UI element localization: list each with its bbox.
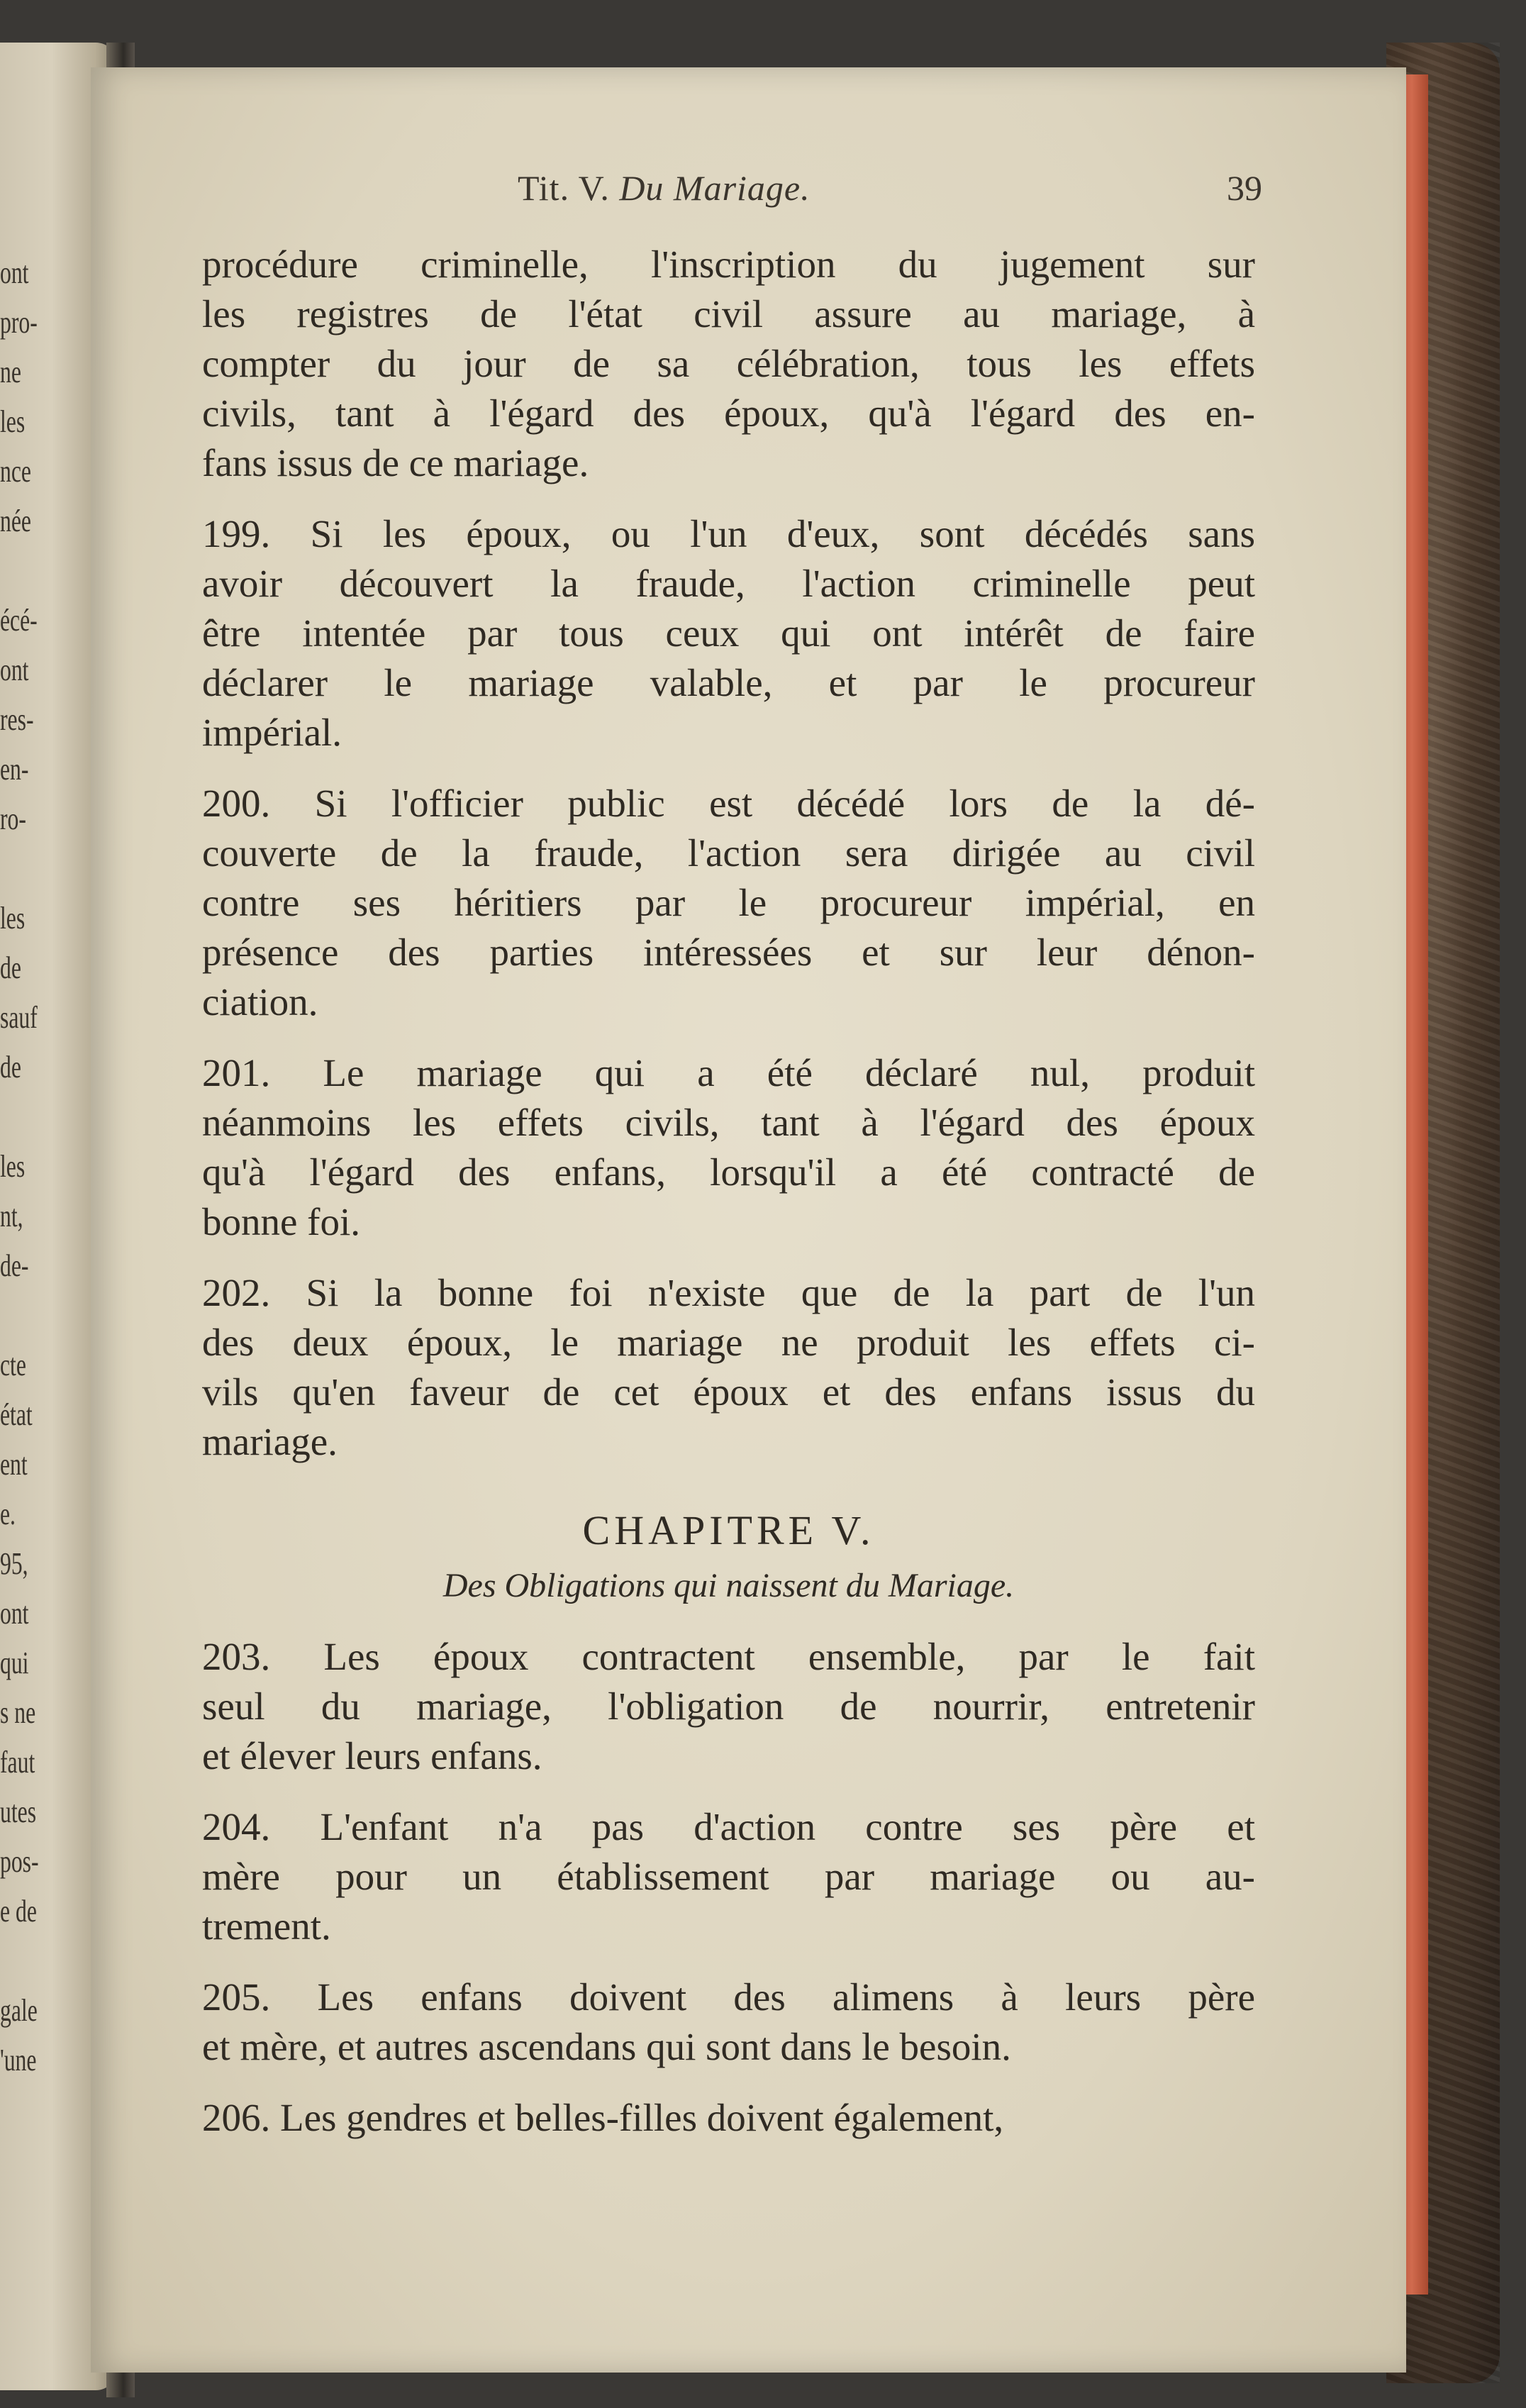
text-line: vils qu'en faveur de cet époux et des enfans issus du xyxy=(202,1370,1255,1414)
text-line: 205. Les enfans doivent des alimens à leurs père xyxy=(202,1975,1255,2019)
left-page-fragment: qui xyxy=(0,1646,29,1680)
left-page-fragment: 'une xyxy=(0,2043,37,2077)
text-line: bonne foi. xyxy=(202,1200,361,1243)
articles-after-chapter xyxy=(202,1632,1255,2143)
left-page-fragment: ne xyxy=(0,355,21,389)
text-line: 204. L'enfant n'a pas d'action contre ses père et xyxy=(202,1805,1255,1848)
text-line: seul du mariage, l'obligation de nourrir, entretenir xyxy=(202,1685,1255,1728)
left-page-fragment: les xyxy=(0,1149,26,1184)
left-page-fragment: née xyxy=(0,504,31,538)
text-line: 202. Si la bonne foi n'existe que de la part de l'un xyxy=(202,1271,1255,1314)
article-paragraph xyxy=(202,1268,1255,1467)
text-line: ciation. xyxy=(202,980,318,1023)
text-line: impérial. xyxy=(202,711,342,754)
left-page-fragment xyxy=(0,844,69,894)
left-page-fragment: sauf xyxy=(0,1000,38,1035)
left-page-fragment: en- xyxy=(0,752,29,787)
article-paragraph xyxy=(202,1632,1255,1781)
chapter-subtitle: Des Obligations qui naissent du Mariage. xyxy=(442,1567,1015,1604)
left-page-fragment: e. xyxy=(0,1497,16,1531)
running-title-italic: Du Mariage. xyxy=(619,168,811,208)
text-line: 206. Les gendres et belles-filles doivent également, xyxy=(202,2096,1004,2139)
left-page-fragment: ont xyxy=(0,653,29,687)
running-title xyxy=(518,167,811,209)
article-paragraph xyxy=(202,2093,1255,2143)
article-paragraph xyxy=(202,1802,1255,1951)
left-page-fragment: e de xyxy=(0,1894,37,1929)
left-page-fragment: cte xyxy=(0,1348,26,1382)
text-line: contre ses héritiers par le procureur impérial, en xyxy=(202,881,1255,924)
text-line: mère pour un établissement par mariage ou au- xyxy=(202,1855,1255,1898)
text-line: et élever leurs enfans. xyxy=(202,1734,542,1777)
text-line: compter du jour de sa célébration, tous les effets xyxy=(202,342,1255,385)
left-page-fragment: s ne xyxy=(0,1695,36,1730)
text-line: 203. Les époux contractent ensemble, par le fait xyxy=(202,1635,1255,1678)
left-page-fragment: faut xyxy=(0,1745,35,1780)
left-page-fragment: utes xyxy=(0,1794,37,1829)
text-line: 199. Si les époux, ou l'un d'eux, sont décédés sans xyxy=(202,512,1255,555)
text-line: 200. Si l'officier public est décédé lors de la dé- xyxy=(202,782,1255,825)
left-page-fragment xyxy=(0,1936,69,1986)
text-line: civils, tant à l'égard des époux, qu'à l'égard des en- xyxy=(202,392,1255,435)
article-paragraph xyxy=(202,779,1255,1027)
article-paragraph xyxy=(202,240,1255,488)
text-line: fans issus de ce mariage. xyxy=(202,441,589,484)
articles-before-chapter xyxy=(202,240,1255,1467)
text-line: procédure criminelle, l'inscription du jugement sur xyxy=(202,243,1255,286)
article-paragraph xyxy=(202,1973,1255,2072)
left-page-fragment: nt, xyxy=(0,1199,23,1233)
text-line: et mère, et autres ascendans qui sont dans le besoin. xyxy=(202,2025,1011,2068)
left-page-fragment: état xyxy=(0,1397,33,1432)
text-line: mariage. xyxy=(202,1420,338,1463)
left-page-fragment: de xyxy=(0,1050,21,1084)
left-page-fragment: ont xyxy=(0,255,29,290)
left-page-text-fragments xyxy=(0,248,69,2085)
text-line: des deux époux, le mariage ne produit les effets ci- xyxy=(202,1321,1255,1364)
left-page-fragment: res- xyxy=(0,702,34,737)
left-page-fragment: gale xyxy=(0,1993,38,2028)
article-paragraph xyxy=(202,1048,1255,1247)
left-page-fragment: nce xyxy=(0,454,31,489)
left-page-fragment xyxy=(0,1092,69,1142)
text-line: qu'à l'égard des enfans, lorsqu'il a été contracté de xyxy=(202,1150,1255,1194)
left-page-fragment: écé- xyxy=(0,603,38,638)
left-page-fragment xyxy=(0,546,69,596)
left-page-fragment xyxy=(0,1291,69,1341)
left-page-fragment: pro- xyxy=(0,305,38,340)
running-title-prefix: Tit. V. xyxy=(518,168,610,208)
left-page-fragment: ont xyxy=(0,1596,29,1631)
text-line: avoir découvert la fraude, l'action criminelle peut xyxy=(202,562,1255,605)
text-line: être intentée par tous ceux qui ont intérêt de faire xyxy=(202,611,1255,655)
text-line: couverte de la fraude, l'action sera dirigée au civil xyxy=(202,831,1255,875)
article-paragraph xyxy=(202,509,1255,758)
text-line: déclarer le mariage valable, et par le procureur xyxy=(202,661,1255,704)
page-number: 39 xyxy=(1227,168,1262,208)
left-page-fragment: de xyxy=(0,950,21,985)
left-page-fragment: les xyxy=(0,404,26,439)
text-line: néanmoins les effets civils, tant à l'égard des époux xyxy=(202,1101,1255,1144)
left-page-fragment: pos- xyxy=(0,1844,39,1879)
running-header xyxy=(199,167,1262,217)
left-page-fragment: ent xyxy=(0,1447,28,1482)
text-line: présence des parties intéressées et sur leur dénon- xyxy=(202,931,1255,974)
page-body xyxy=(202,240,1255,2143)
chapter-heading: CHAPITRE V. xyxy=(582,1507,875,1553)
left-page-fragment: 95, xyxy=(0,1546,28,1581)
left-page-fragment: les xyxy=(0,901,26,936)
text-line: les registres de l'état civil assure au mariage, à xyxy=(202,292,1255,335)
text-line: 201. Le mariage qui a été déclaré nul, produit xyxy=(202,1051,1255,1094)
left-page-fragment: de- xyxy=(0,1248,29,1283)
left-page-fragment: ro- xyxy=(0,801,26,836)
text-line: trement. xyxy=(202,1904,331,1948)
